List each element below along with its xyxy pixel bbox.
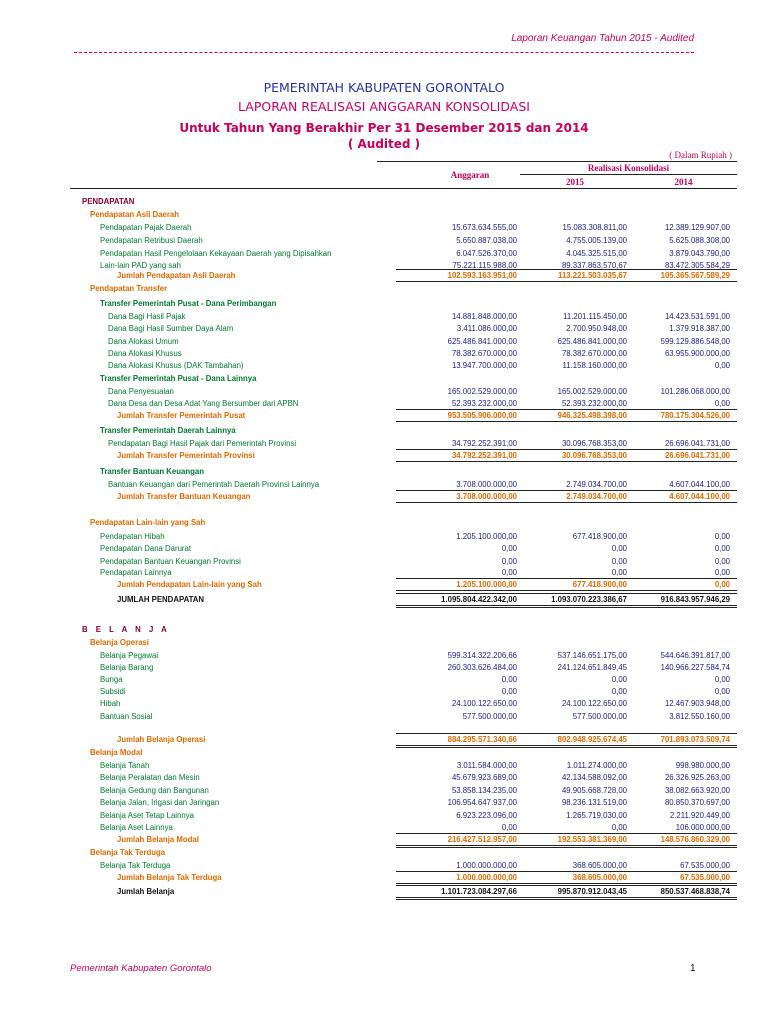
realization-2015-value: 368.605.000,00 — [572, 861, 627, 870]
realization-2014-value: 998.980.000,00 — [675, 761, 730, 770]
realization-2014-value: 5.625.088.308,00 — [669, 236, 730, 245]
realization-2014-value: 101.286.068.000,00 — [660, 387, 730, 396]
realization-2014-value: 0,00 — [714, 568, 730, 577]
budget-value: 5.650.887.038,00 — [456, 236, 517, 245]
realization-2015-value: 89.337.863.570,67 — [561, 261, 627, 270]
sub-row — [0, 298, 768, 309]
realization-2015-value: 0,00 — [611, 568, 627, 577]
row-label: Jumlah Pendapatan Lain-lain yang Sah — [117, 580, 262, 589]
budget-value: 15.673.634.555,00 — [451, 223, 517, 232]
realization-2014-value: 4.607.044.100,00 — [669, 480, 730, 489]
col-year-2015: 2015 — [566, 177, 584, 187]
total-row — [0, 410, 768, 421]
realization-2014-value: 3.879.043.790,00 — [669, 249, 730, 258]
budget-value: 0,00 — [501, 557, 517, 566]
realization-2014-value: 12.389.129.907,00 — [664, 223, 730, 232]
table-row — [0, 248, 768, 259]
table-row — [0, 360, 768, 371]
total-top-rule — [396, 269, 737, 270]
table-row — [0, 543, 768, 554]
sub-row — [0, 425, 768, 436]
total-top-rule — [396, 871, 737, 872]
table-row — [0, 567, 768, 578]
row-label: Transfer Pemerintah Pusat - Dana Perimbangan — [100, 299, 277, 308]
realization-2015-value: 42.134.588.092,00 — [561, 773, 627, 782]
realization-2015-value: 995.870.912.043,45 — [557, 887, 627, 896]
budget-value: 3.708.000.000,00 — [456, 492, 517, 501]
realization-2015-value: 4.755.005.139,00 — [566, 236, 627, 245]
realization-2014-value: 780.175.304.526,00 — [660, 411, 730, 420]
realization-2015-value: 11.201.115.450,00 — [563, 312, 627, 321]
sub-row — [0, 373, 768, 384]
row-label: Belanja Aset Tetap Lainnya — [100, 811, 194, 820]
realization-2015-value: 537.146.651.175,00 — [557, 651, 627, 660]
budget-value: 34.792.252.391,00 — [451, 451, 517, 460]
total-bottom-rule — [396, 605, 737, 608]
total-top-rule — [396, 833, 737, 834]
org-title: PEMERINTAH KABUPATEN GORONTALO — [263, 80, 505, 95]
budget-value: 0,00 — [501, 544, 517, 553]
realization-2015-value: 165.002.529.000,00 — [557, 387, 627, 396]
realization-2014-value: 14.423.531.591,00 — [664, 312, 730, 321]
realization-2015-value: 78.382.670.000,00 — [561, 349, 627, 358]
budget-value: 0,00 — [501, 823, 517, 832]
header-top-rule — [377, 161, 737, 162]
table-row — [0, 531, 768, 542]
col-year-2014: 2014 — [674, 177, 693, 187]
row-label: Bantuan Keuangan dari Pemerintah Daerah Provinsi Lainnya — [108, 480, 320, 489]
table-row — [0, 785, 768, 796]
realization-2015-value: 1.093.070.223.386,67 — [551, 595, 627, 604]
realization-2014-value: 4.607.044.100,00 — [669, 492, 730, 501]
audited-title: ( Audited ) — [347, 137, 421, 151]
realization-2014-value: 599.129.886.548,00 — [660, 337, 730, 346]
period-title: Untuk Tahun Yang Berakhir Per 31 Desember 2015 dan 2014 — [179, 121, 589, 135]
row-label: Lain-lain PAD yang sah — [100, 261, 181, 270]
table-row — [0, 686, 768, 697]
realization-2015-value: 4.045.325.515,00 — [566, 249, 627, 258]
realization-2015-value: 49.905.668.728,00 — [561, 786, 627, 795]
realization-2015-value: 0,00 — [611, 544, 627, 553]
budget-value: 3.708.000.000,00 — [456, 480, 517, 489]
realization-2015-value: 98.236.131.519,00 — [561, 798, 627, 807]
realization-2015-value: 24.100.122.650,00 — [561, 699, 627, 708]
row-label: Belanja Barang — [100, 663, 154, 672]
table-row — [0, 674, 768, 685]
footer-org: Pemerintah Kabupaten Gorontalo — [70, 963, 212, 974]
sec-row — [0, 624, 768, 635]
row-label: Belanja Tak Terduga — [90, 848, 166, 857]
total-row — [0, 834, 768, 845]
row-label: Belanja Jalan, Irigasi dan Jaringan — [100, 798, 220, 807]
budget-value: 165.002.529.000,00 — [447, 387, 517, 396]
cat-row — [0, 209, 768, 220]
row-label: Dana Bagi Hasil Sumber Daya Alam — [108, 324, 234, 333]
budget-value: 577.500.000,00 — [462, 712, 517, 721]
row-label: JUMLAH PENDAPATAN — [117, 595, 205, 604]
realization-2014-value: 1.379.918.387,00 — [669, 324, 730, 333]
row-label: Pendapatan Hasil Pengelolaan Kekayaan Daerah yang Dipisahkan — [100, 249, 332, 258]
row-label: Jumlah Transfer Pemerintah Provinsi — [117, 451, 255, 460]
table-row — [0, 336, 768, 347]
realization-2015-value: 1.011.274.000,00 — [566, 761, 627, 770]
table-row — [0, 810, 768, 821]
row-label: Bantuan Sosial — [100, 712, 153, 721]
table-row — [0, 760, 768, 771]
row-label: Dana Alokasi Umum — [108, 337, 179, 346]
budget-value: 14.881.848.000,00 — [451, 312, 517, 321]
table-row — [0, 479, 768, 490]
realization-2015-value: 0,00 — [611, 687, 627, 696]
total-top-rule — [396, 733, 737, 734]
total-top-rule — [396, 449, 737, 450]
row-label: Belanja Pegawai — [100, 651, 159, 660]
header-bottom-rule — [70, 188, 737, 189]
budget-value: 3.411.086.000,00 — [456, 324, 517, 333]
grand-row — [0, 886, 768, 897]
total-bottom-rule — [396, 502, 737, 503]
table-row — [0, 556, 768, 567]
row-label: Subsidi — [100, 687, 126, 696]
table-row — [0, 386, 768, 397]
budget-value: 0,00 — [501, 687, 517, 696]
total-bottom-rule — [396, 745, 737, 748]
realization-2014-value: 0,00 — [714, 580, 730, 589]
total-bottom-rule — [396, 845, 737, 848]
row-label: Dana Alokasi Khusus (DAK Tambahan) — [108, 361, 244, 370]
row-label: Pendapatan Bantuan Keuangan Provinsi — [100, 557, 241, 566]
realization-2015-value: 15.083.308.811,00 — [562, 223, 627, 232]
table-row — [0, 860, 768, 871]
realization-2015-value: 241.124.651.849,45 — [557, 663, 627, 672]
report-title: LAPORAN REALISASI ANGGARAN KONSOLIDASI — [238, 99, 530, 114]
budget-value: 953.505.906.000,00 — [447, 411, 517, 420]
realization-2015-value: 2.749.034.700,00 — [566, 480, 627, 489]
row-label: Dana Desa dan Desa Adat Yang Bersumber dari APBN — [108, 399, 299, 408]
realization-2014-value: 83.472.305.584,29 — [664, 261, 730, 270]
realization-2015-value: 2.700.950.948,00 — [566, 324, 627, 333]
budget-value: 625.486.841.000,00 — [447, 337, 517, 346]
budget-value: 260.303.626.484,00 — [447, 663, 517, 672]
row-label: Pendapatan Lainnya — [100, 568, 172, 577]
table-row — [0, 323, 768, 334]
total-bottom-rule — [396, 590, 737, 591]
realization-2014-value: 67.535.000,00 — [680, 861, 730, 870]
total-top-rule — [396, 885, 737, 886]
budget-value: 0,00 — [501, 568, 517, 577]
row-label: Dana Alokasi Khusus — [108, 349, 182, 358]
total-row — [0, 270, 768, 281]
row-label: Jumlah Belanja Tak Terduga — [117, 873, 222, 882]
budget-value: 3.011.584.000,00 — [456, 761, 517, 770]
realization-2015-value: 677.418.900,00 — [572, 532, 627, 541]
row-label: Dana Penyesuaian — [108, 387, 174, 396]
realization-2015-value: 30.096.768.353,00 — [561, 439, 627, 448]
total-row — [0, 872, 768, 883]
realization-2015-value: 625.486.841.000,00 — [557, 337, 627, 346]
table-row — [0, 311, 768, 322]
row-label: Bunga — [100, 675, 123, 684]
realization-2015-value: 192.553.381.369,00 — [557, 835, 627, 844]
realization-2014-value: 0,00 — [714, 687, 730, 696]
table-row — [0, 662, 768, 673]
realization-2014-value: 3.812.550.160,00 — [669, 712, 730, 721]
row-label: Belanja Gedung dan Bangunan — [100, 786, 209, 795]
realization-2014-value: 0,00 — [714, 675, 730, 684]
cat-row — [0, 637, 768, 648]
row-label: B E L A N J A — [82, 625, 170, 634]
realization-2015-value: 30.096.768.353,00 — [561, 451, 627, 460]
budget-value: 6.047.526.370,00 — [456, 249, 517, 258]
grand-row — [0, 594, 768, 605]
budget-value: 45.679.923.689,00 — [451, 773, 517, 782]
realization-2014-value: 2.211.920.449,00 — [669, 811, 730, 820]
realization-2014-value: 12.467.903.948,00 — [664, 699, 730, 708]
row-label: Pendapatan Transfer — [90, 284, 168, 293]
realization-2014-value: 26.696.041.731,00 — [664, 451, 730, 460]
budget-value: 1.205.100.000,00 — [456, 580, 517, 589]
currency-unit: ( Dalam Rupiah ) — [669, 150, 732, 160]
table-row — [0, 438, 768, 449]
row-label: Pendapatan Dana Darurat — [100, 544, 192, 553]
realization-2014-value: 0,00 — [714, 399, 730, 408]
realization-2015-value: 0,00 — [611, 675, 627, 684]
budget-value: 6.923.223.096,00 — [456, 811, 517, 820]
total-bottom-rule — [396, 421, 737, 422]
header-divider — [74, 52, 694, 53]
budget-value: 1.000.000.000,00 — [456, 861, 517, 870]
realization-2014-value: 26.696.041.731,00 — [664, 439, 730, 448]
realization-2014-value: 38.082.663.920,00 — [664, 786, 730, 795]
realization-2014-value: 0,00 — [714, 532, 730, 541]
realization-2014-value: 0,00 — [714, 361, 730, 370]
row-label: Pendapatan Pajak Daerah — [100, 223, 192, 232]
row-label: Jumlah Transfer Bantuan Keuangan — [117, 492, 251, 501]
row-label: Jumlah Belanja — [117, 887, 175, 896]
realization-2014-value: 105.365.567.589,29 — [660, 271, 730, 280]
budget-value: 216.427.512.957,00 — [447, 835, 517, 844]
realization-2014-value: 148.576.860.329,00 — [660, 835, 730, 844]
report-label: Laporan Keuangan Tahun 2015 - Audited — [511, 33, 694, 44]
budget-value: 1.101.723.084.297,66 — [441, 887, 517, 896]
page-number: 1 — [690, 963, 696, 974]
row-label: Belanja Tanah — [100, 761, 150, 770]
realization-2014-value: 63.955.900.000,00 — [664, 349, 730, 358]
budget-value: 1.205.100.000,00 — [456, 532, 517, 541]
row-label: Belanja Peralatan dan Mesin — [100, 773, 200, 782]
realization-2014-value: 916.843.957.946,29 — [660, 595, 730, 604]
budget-value: 599.314.322.206,66 — [447, 651, 517, 660]
total-top-rule — [396, 409, 737, 410]
realization-2015-value: 677.418.900,00 — [572, 580, 627, 589]
table-row — [0, 772, 768, 783]
row-label: Jumlah Pendapatan Asli Daerah — [117, 271, 236, 280]
total-row — [0, 450, 768, 461]
realization-2015-value: 0,00 — [611, 823, 627, 832]
table-row — [0, 348, 768, 359]
realization-2015-value: 113.221.503.035,67 — [558, 271, 627, 280]
realization-2014-value: 0,00 — [714, 557, 730, 566]
table-row — [0, 797, 768, 808]
row-label: Belanja Operasi — [90, 638, 149, 647]
row-label: Transfer Pemerintah Pusat - Dana Lainnya — [100, 374, 257, 383]
table-row — [0, 711, 768, 722]
realization-2015-value: 802.948.925.674,45 — [557, 735, 627, 744]
realization-2015-value: 52.393.232.000,00 — [561, 399, 627, 408]
row-label: Belanja Aset Lainnya — [100, 823, 173, 832]
cat-row — [0, 747, 768, 758]
total-top-rule — [396, 578, 737, 579]
table-row — [0, 222, 768, 233]
budget-value: 884.295.571.340,66 — [447, 735, 517, 744]
budget-value: 78.382.670.000,00 — [451, 349, 517, 358]
row-label: Pendapatan Retribusi Daerah — [100, 236, 203, 245]
budget-value: 1.095.804.422.342,00 — [441, 595, 517, 604]
row-label: Jumlah Belanja Modal — [117, 835, 199, 844]
budget-value: 106.954.647.937,00 — [447, 798, 517, 807]
realization-2014-value: 26.326.925.263,00 — [664, 773, 730, 782]
realization-2015-value: 368.605.000,00 — [572, 873, 627, 882]
total-bottom-rule — [396, 461, 737, 462]
budget-value: 75.221.115.988,00 — [452, 261, 517, 270]
budget-value: 13.947.700.000,00 — [451, 361, 517, 370]
cat-row — [0, 517, 768, 528]
row-label: Pendapatan Lain-lain yang Sah — [90, 518, 206, 527]
realization-2015-value: 11.158.160.000,00 — [562, 361, 627, 370]
sub-row — [0, 466, 768, 477]
realization-2015-value: 1.265.719.030,00 — [566, 811, 627, 820]
table-row — [0, 235, 768, 246]
row-label: Pendapatan Hibah — [100, 532, 165, 541]
realization-2014-value: 701.893.073.509,74 — [660, 735, 730, 744]
budget-value: 53.858.134.235,00 — [451, 786, 517, 795]
row-label: Belanja Modal — [90, 748, 143, 757]
row-label: Jumlah Belanja Operasi — [117, 735, 206, 744]
row-label: PENDAPATAN — [82, 197, 135, 206]
table-row — [0, 698, 768, 709]
table-row — [0, 650, 768, 661]
realization-2015-value: 0,00 — [611, 557, 627, 566]
cat-row — [0, 283, 768, 294]
realization-2015-value: 946.325.498.398,00 — [557, 411, 627, 420]
total-bottom-rule — [396, 281, 737, 282]
row-label: Pendapatan Bagi Hasil Pajak dari Pemerintah Provinsi — [108, 439, 297, 448]
budget-value: 102.593.163.951,00 — [447, 271, 517, 280]
table-row — [0, 398, 768, 409]
budget-value: 24.100.122.650,00 — [451, 699, 517, 708]
col-realization: Realisasi Konsolidasi — [587, 163, 670, 173]
total-row — [0, 579, 768, 590]
row-label: Pendapatan Asli Daerah — [90, 210, 179, 219]
budget-value: 52.393.232.000,00 — [451, 399, 517, 408]
budget-value: 1.000.000.000,00 — [456, 873, 517, 882]
budget-value: 0,00 — [501, 675, 517, 684]
realization-2014-value: 80.850.370.697,00 — [664, 798, 730, 807]
budget-value: 34.792.252.391,00 — [451, 439, 517, 448]
row-label: Hibah — [100, 699, 121, 708]
realization-2014-value: 0,00 — [714, 544, 730, 553]
table-row — [0, 822, 768, 833]
realization-2014-value: 67.535.000,00 — [680, 873, 730, 882]
sec-row — [0, 196, 768, 207]
realization-2014-value: 544.646.391.817,00 — [660, 651, 730, 660]
realization-2014-value: 850.537.468.838,74 — [660, 887, 730, 896]
total-row — [0, 491, 768, 502]
realization-2014-value: 106.000.000,00 — [675, 823, 730, 832]
realization-rule — [520, 174, 737, 175]
row-label: Dana Bagi Hasil Pajak — [108, 312, 186, 321]
total-row — [0, 734, 768, 745]
row-label: Jumlah Transfer Pemerintah Pusat — [117, 411, 246, 420]
realization-2015-value: 2.749.034.700,00 — [566, 492, 627, 501]
total-top-rule — [396, 593, 737, 594]
cat-row — [0, 847, 768, 858]
row-label: Belanja Tak Terduga — [100, 861, 171, 870]
col-budget: Anggaran — [450, 170, 490, 180]
realization-2015-value: 577.500.000,00 — [572, 712, 627, 721]
total-top-rule — [396, 490, 737, 491]
total-bottom-rule — [396, 897, 737, 900]
row-label: Transfer Pemerintah Daerah Lainnya — [100, 426, 236, 435]
realization-2014-value: 140.966.227.584,74 — [660, 663, 730, 672]
row-label: Transfer Bantuan Keuangan — [100, 467, 204, 476]
